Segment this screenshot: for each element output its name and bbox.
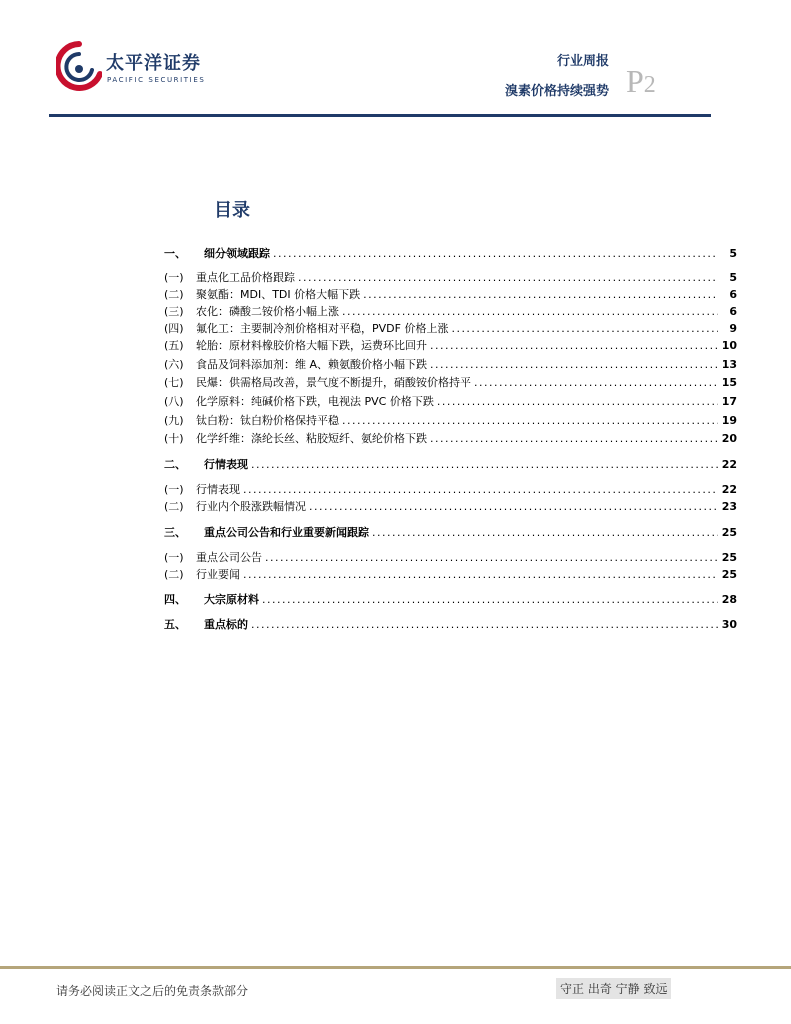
toc-entry-page: 5 — [729, 247, 737, 260]
toc-entry[interactable] — [164, 245, 737, 261]
toc-leader-dots — [437, 395, 718, 408]
disclaimer-note: 请务必阅读正文之后的免责条款部分 — [56, 984, 249, 998]
toc-entry[interactable] — [164, 591, 737, 607]
toc-entry-page: 23 — [721, 500, 737, 513]
toc-entry-title: 轮胎：原材料橡胶价格大幅下跌，运费环比回升 — [196, 339, 427, 352]
toc-entry-page: 25 — [721, 551, 737, 564]
toc-entry-page: 17 — [721, 395, 737, 408]
toc-leader-dots — [372, 526, 718, 539]
logo-text-cn: 太平洋证券 — [106, 53, 201, 74]
toc-entry-title: 行业内个股涨跌幅情况 — [196, 500, 306, 513]
toc-entry-page: 20 — [721, 432, 737, 445]
toc-entry[interactable] — [164, 498, 737, 514]
toc-entry-number: (六) — [164, 358, 184, 371]
toc-entry[interactable] — [164, 456, 737, 472]
toc-leader-dots — [363, 288, 718, 301]
toc-entry-page: 22 — [721, 483, 737, 496]
toc-leader-dots — [243, 483, 718, 496]
toc-entry-page: 25 — [721, 526, 737, 539]
toc-entry-page: 19 — [721, 414, 737, 427]
toc-entry-title: 细分领域跟踪 — [204, 247, 270, 260]
toc-entry-title: 化学纤维：涤纶长丝、粘胶短纤、氨纶价格下跌 — [196, 432, 427, 445]
toc-entry-number: 二、 — [164, 458, 186, 471]
toc-entry[interactable] — [164, 269, 737, 285]
header-divider — [49, 114, 711, 117]
report-title: 溴素价格持续强势 — [504, 84, 609, 99]
toc-entry-page: 5 — [729, 271, 737, 284]
toc-entry-number: 一、 — [164, 247, 186, 260]
toc-entry[interactable] — [164, 566, 737, 582]
toc-entry-number: (二) — [164, 500, 184, 513]
report-type: 行业周报 — [556, 54, 609, 69]
toc-entry[interactable] — [164, 320, 737, 336]
toc-entry-number: (四) — [164, 322, 184, 335]
toc-leader-dots — [243, 568, 718, 581]
page-number-value: 2 — [643, 72, 656, 98]
logo-text-en: PACIFIC SECURITIES — [107, 76, 206, 84]
page-number — [626, 63, 656, 100]
toc-leader-dots — [309, 500, 718, 513]
toc-entry[interactable] — [164, 356, 737, 372]
toc-leader-dots — [430, 432, 718, 445]
toc-entry-number: (三) — [164, 305, 184, 318]
toc-entry[interactable] — [164, 393, 737, 409]
logo-emblem-icon — [56, 40, 102, 96]
toc-entry[interactable] — [164, 616, 737, 632]
toc-heading: 目录 — [214, 200, 250, 221]
toc-entry-title: 食品及饲料添加剂：维 A、赖氨酸价格小幅下跌 — [196, 358, 428, 371]
toc-entry-page: 6 — [729, 305, 737, 318]
toc-entry[interactable] — [164, 337, 737, 353]
toc-entry[interactable] — [164, 303, 737, 319]
toc-entry-number: (一) — [164, 271, 184, 284]
toc-entry-page: 9 — [729, 322, 737, 335]
toc-leader-dots — [451, 322, 718, 335]
toc-entry-page: 13 — [721, 358, 737, 371]
toc-entry-title: 氟化工：主要制冷剂价格相对平稳，PVDF 价格上涨 — [196, 322, 449, 335]
toc-entry-title: 重点公司公告 — [196, 551, 262, 564]
toc-entry-number: (七) — [164, 376, 184, 389]
toc-entry-number: (二) — [164, 288, 184, 301]
toc-entry-page: 10 — [721, 339, 737, 352]
toc-entry-number: (五) — [164, 339, 184, 352]
toc-leader-dots — [265, 551, 718, 564]
toc-entry-number: (一) — [164, 483, 184, 496]
toc-entry-title: 重点公司公告和行业重要新闻跟踪 — [204, 526, 369, 539]
toc-entry-number: (二) — [164, 568, 184, 581]
toc-leader-dots — [474, 376, 718, 389]
toc-entry-title: 聚氨酯：MDI、TDI 价格大幅下跌 — [196, 288, 361, 301]
toc-entry-page: 28 — [721, 593, 737, 606]
toc-entry[interactable] — [164, 524, 737, 540]
toc-entry-title: 重点化工品价格跟踪 — [196, 271, 295, 284]
toc-entry[interactable] — [164, 430, 737, 446]
footer-divider — [0, 966, 791, 969]
toc-entry-page: 22 — [721, 458, 737, 471]
company-logo — [56, 40, 216, 96]
toc-entry-title: 行情表现 — [204, 458, 248, 471]
toc-entry-title: 行情表现 — [196, 483, 240, 496]
toc-entry[interactable] — [164, 412, 737, 428]
toc-entry[interactable] — [164, 374, 737, 390]
toc-entry-number: (九) — [164, 414, 184, 427]
toc-leader-dots — [430, 358, 718, 371]
toc-leader-dots — [251, 458, 718, 471]
toc-leader-dots — [298, 271, 718, 284]
toc-leader-dots — [342, 414, 718, 427]
toc-entry-number: 三、 — [164, 526, 186, 539]
toc-entry-title: 民爆：供需格局改善，景气度不断提升，硝酸铵价格持平 — [196, 376, 471, 389]
page-prefix: P — [626, 63, 644, 99]
toc-entry-page: 6 — [729, 288, 737, 301]
toc-entry[interactable] — [164, 286, 737, 302]
toc-entry-title: 行业要闻 — [196, 568, 240, 581]
toc-entry-title: 农化：磷酸二铵价格小幅上涨 — [196, 305, 339, 318]
toc-leader-dots — [273, 247, 718, 260]
toc-entry-title: 钛白粉：钛白粉价格保持平稳 — [196, 414, 339, 427]
toc-leader-dots — [251, 618, 718, 631]
toc-entry[interactable] — [164, 481, 737, 497]
toc-entry-number: 五、 — [164, 618, 186, 631]
toc-entry[interactable] — [164, 549, 737, 565]
toc-entry-number: 四、 — [164, 593, 186, 606]
toc-entry-number: (一) — [164, 551, 184, 564]
toc-leader-dots — [342, 305, 718, 318]
toc-entry-title: 重点标的 — [204, 618, 248, 631]
toc-leader-dots — [262, 593, 718, 606]
toc-entry-title: 化学原料：纯碱价格下跌，电视法 PVC 价格下跌 — [196, 395, 434, 408]
toc-leader-dots — [430, 339, 718, 352]
toc-entry-page: 30 — [721, 618, 737, 631]
toc-entry-number: (十) — [164, 432, 184, 445]
company-motto: 守正 出奇 宁静 致远 — [556, 978, 671, 999]
toc-entry-number: (八) — [164, 395, 184, 408]
toc-entry-page: 25 — [721, 568, 737, 581]
toc-entry-title: 大宗原材料 — [204, 593, 259, 606]
toc-entry-page: 15 — [721, 376, 737, 389]
